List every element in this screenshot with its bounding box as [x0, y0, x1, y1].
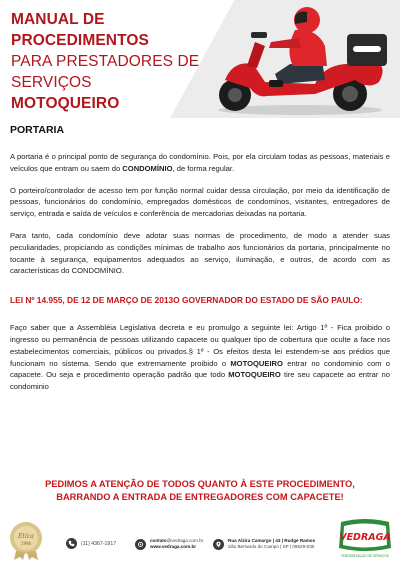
- address-line-2: São Bernardo do Campo | SP | 09629-030: [228, 544, 315, 549]
- logo-text: VEDRAGA: [339, 532, 391, 543]
- title-line-1: MANUAL DE PROCEDIMENTOS: [11, 11, 149, 49]
- paragraph-1-bold: CONDOMÍNIO: [122, 163, 173, 173]
- seal-top-text: Ética: [18, 533, 34, 540]
- title-line-4: MOTOQUEIRO: [11, 95, 120, 112]
- paragraph-3: Para tanto, cada condomínio deve adotar suas normas de procedimento, de modo a atender suas peculiaridades, propiciando as condições mínimas de trabalho aos funcionários da portaria, principalmente no tocante à segurança, equipamentos adequados ao serviço, iluminação, e outros, de acordo com as características do CONDOMÍNIO.: [10, 230, 390, 276]
- paragraph-4-text-d: tire seu capacete ao entrar no condominio: [10, 370, 390, 392]
- ethics-seal-icon: [6, 519, 46, 561]
- contact-address: [213, 538, 315, 550]
- attention-notice: [20, 478, 380, 504]
- title-line-2: PARA PRESTADORES DE: [11, 53, 200, 70]
- paragraph-1-text: A portaria é o principal ponto de segurança do condomínio. Pois, por ela circulam todas as pessoas, materiais e veículos que entram ou saem do: [10, 152, 390, 173]
- phone-number: (11) 4367-1917: [81, 540, 117, 547]
- notice-line-1: PEDIMOS A ATENÇÃO DE TODOS QUANTO À ESTE PROCEDIMENTO,: [45, 479, 355, 489]
- law-title: LEI Nº 14.955, DE 12 DE MARÇO DE 2013O GOVERNADOR DO ESTADO DE SÃO PAULO:: [10, 295, 363, 306]
- phone-icon: [66, 538, 77, 549]
- title-line-3: SERVIÇOS: [11, 74, 92, 91]
- paragraph-4-text-c: entrar no condominio com o capacete. Ou seja e procedimento operação padrão que todo: [10, 358, 390, 380]
- vedraga-logo: [335, 518, 395, 562]
- location-pin-icon: [213, 539, 224, 550]
- notice-line-2: BARRANDO A ENTRADA DE ENTREGADORES COM CAPACETE!: [56, 492, 344, 502]
- email-domain[interactable]: @vedraga.com.br: [166, 538, 204, 543]
- address-line-1: Rua Alzira Camargo | 43 | Rudge Ramos: [228, 538, 316, 543]
- address-text: [228, 538, 315, 550]
- paragraph-4-bold-1: MOTOQUEIRO: [230, 358, 283, 368]
- paragraph-4-text-a: Faço saber que a Assembléia Legislativa decreta e eu promulgo a seguinte lei: Artigo 1º - Fica proibido o ingresso ou permanência de pessoas utilizando capacete ou qualquer tipo de cobertura que oculte a face nos estabelecimentos comerciais, públicos ou privados.§ 1º - Os efeitos desta lei estendem-se aos prédios que funcionam no sistema. Sendo que extremamente proibido o: [10, 323, 390, 368]
- paragraph-4-bold-2: MOTOQUEIRO: [228, 370, 281, 380]
- paragraph-1: [10, 151, 390, 175]
- paragraph-2: O porteiro/controlador de acesso tem por função normal cuidar dessa circulação, por meio da identificação de pessoas, funcionários do condomínio, empregados domésticos de condomínos, visitantes, entregadores de serviço, entrada e saída de veículos e conferência de mercadorias deixadas na portaria.: [10, 185, 390, 219]
- contact-email-website[interactable]: [135, 538, 203, 550]
- paragraph-1-end: , de forma regular.: [172, 163, 235, 173]
- website-link[interactable]: www.vedraga.com.br: [150, 544, 197, 549]
- section-title-portaria: PORTARIA: [10, 124, 65, 136]
- header: [0, 0, 400, 118]
- paragraph-4: [10, 322, 390, 393]
- motorcycle-rider-illustration: [195, 2, 395, 118]
- email-icon: [135, 539, 146, 550]
- email-label: contato: [150, 538, 167, 543]
- seal-bottom-text: 1996: [20, 541, 32, 546]
- email-website-text: [150, 538, 203, 550]
- main-content: [10, 124, 390, 403]
- contact-phone[interactable]: [66, 538, 116, 549]
- logo-subtitle: TERCEIRIZAÇÃO DE SERVIÇOS: [341, 554, 389, 558]
